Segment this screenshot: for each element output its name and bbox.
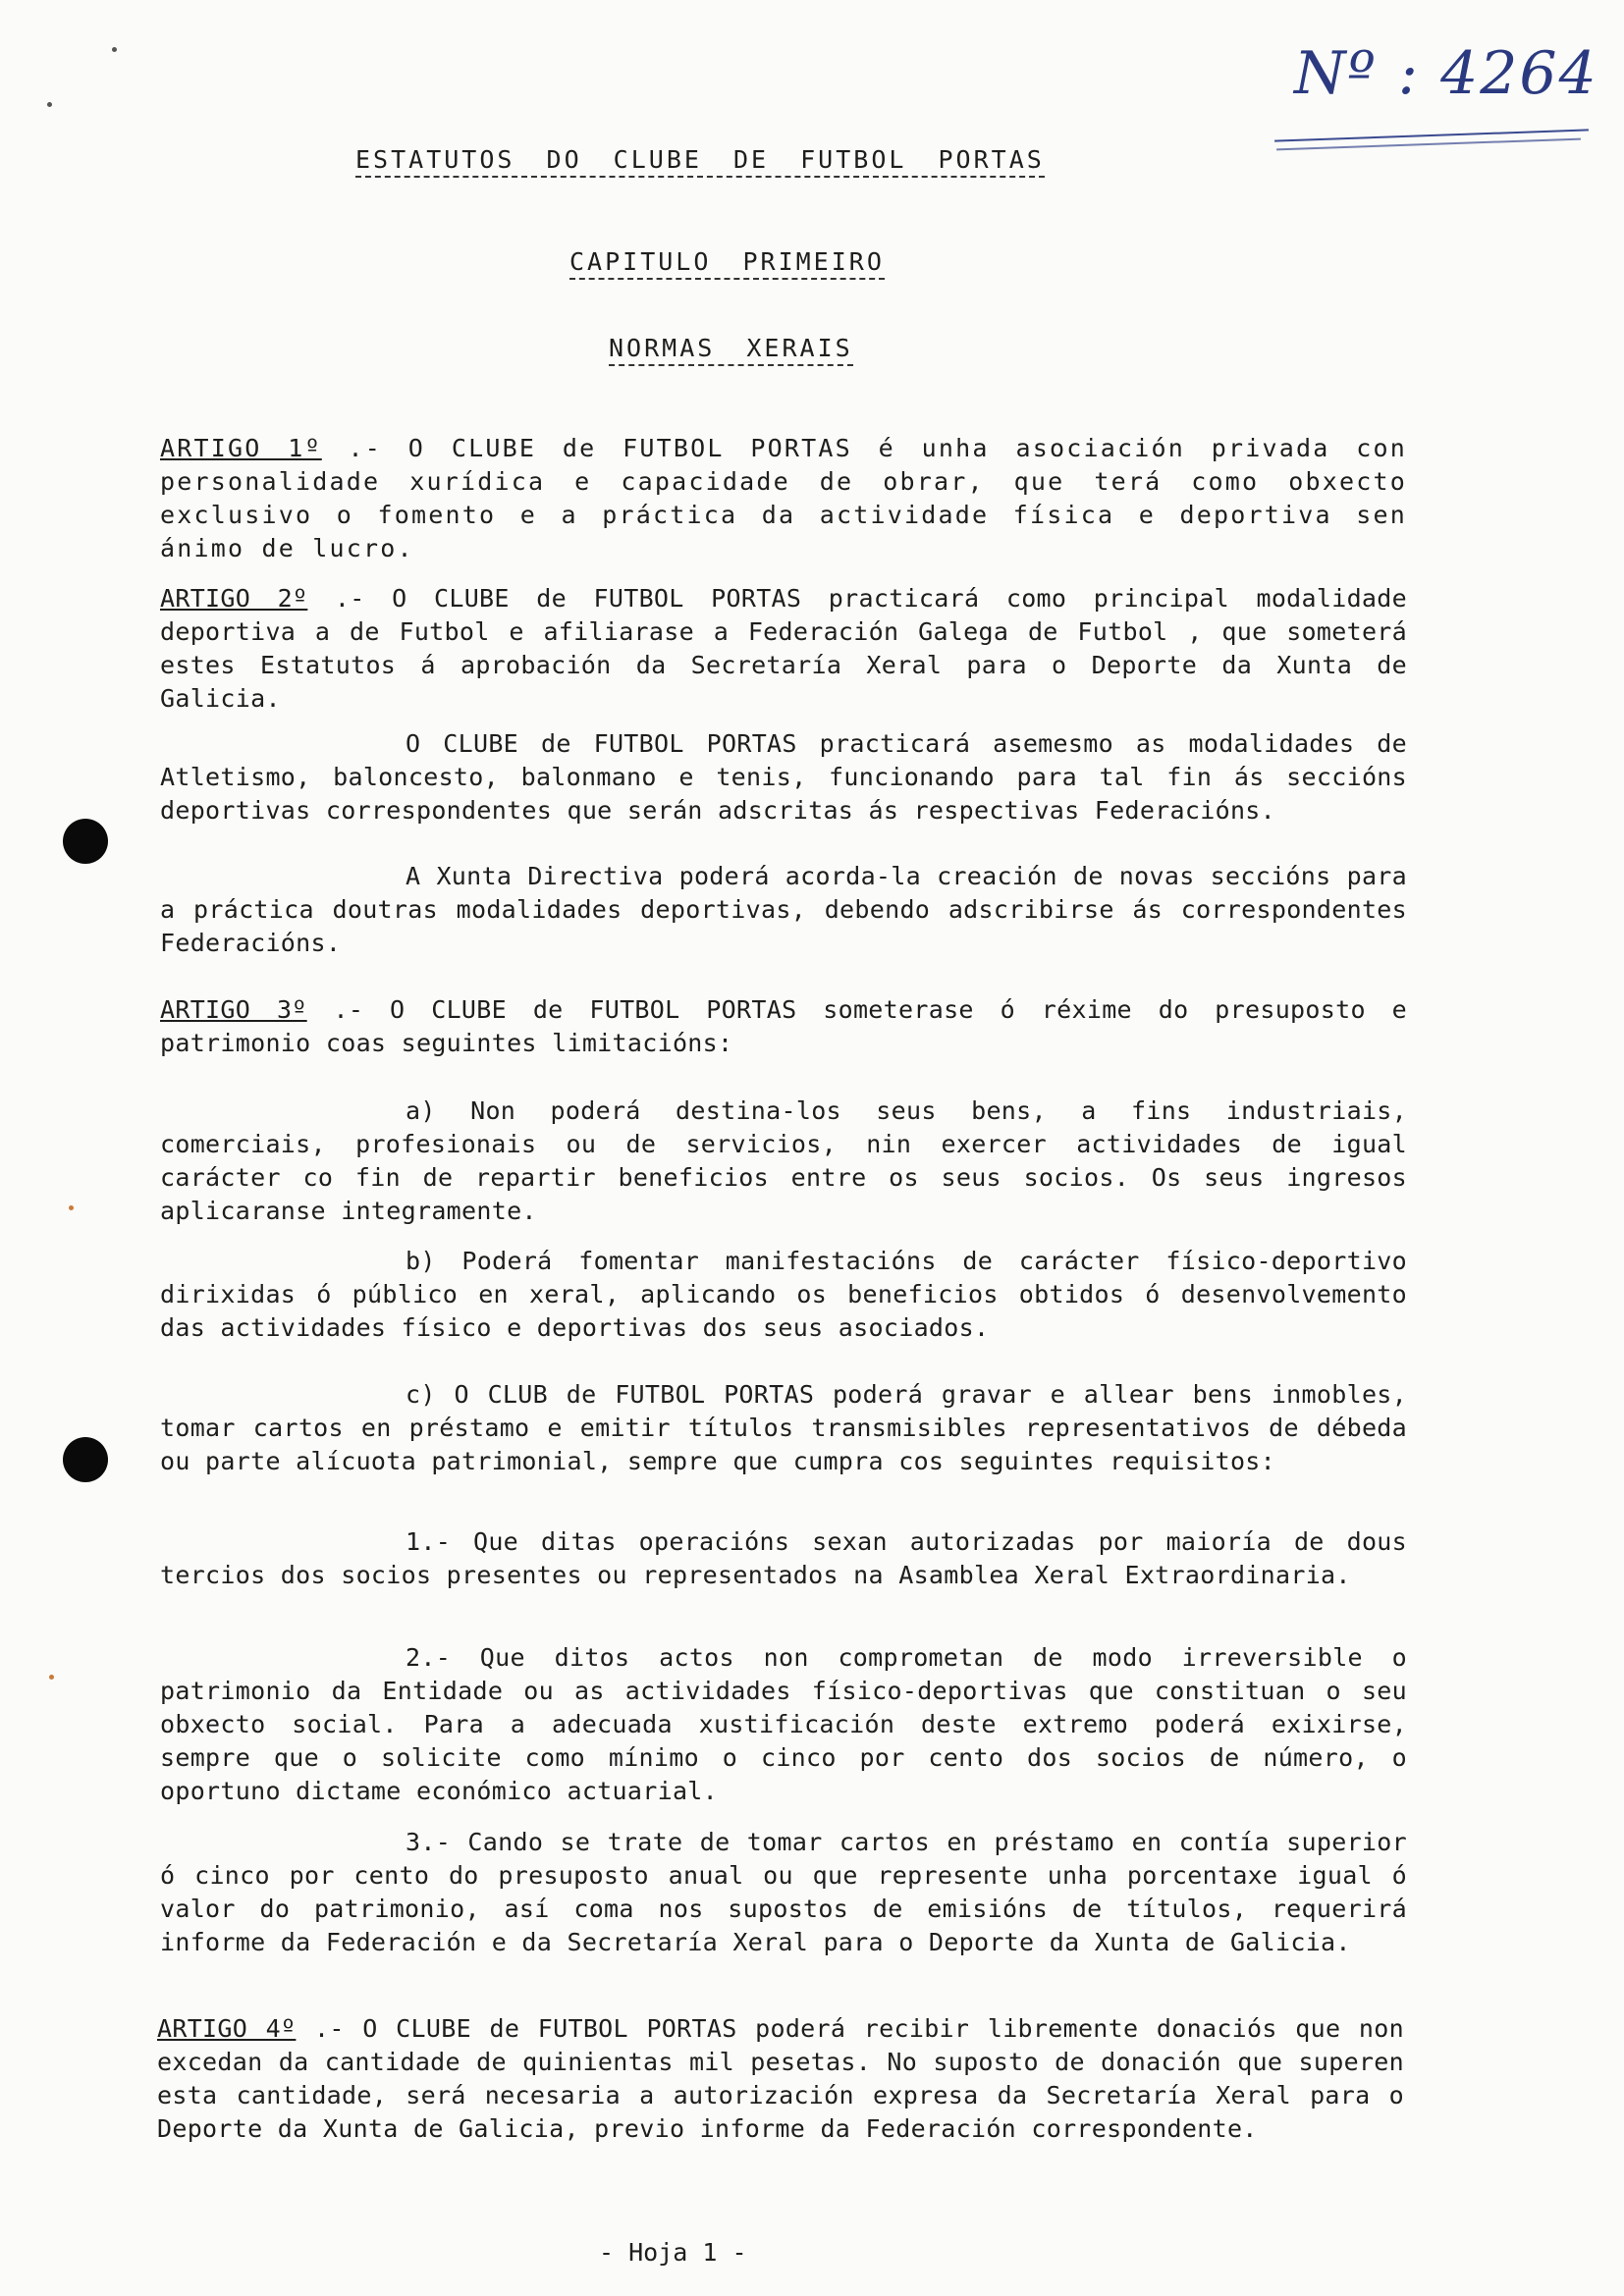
section-title: NORMAS XERAIS xyxy=(609,334,853,366)
paper-speck xyxy=(112,47,117,52)
handwritten-number: Nº : 4264 xyxy=(1294,39,1598,108)
article-1: ARTIGO 1º .- O CLUBE de FUTBOL PORTAS é unha asociación privada con personalidade xurídica e capacidade de obrar, que terá como obxecto exclusivo o fomento e a práctica da actividade física e deportiva sen ánimo de lucro. xyxy=(160,434,1407,562)
paper-speck xyxy=(69,1205,74,1210)
article-2-paragraph: A Xunta Directiva poderá acorda-la creación de novas seccións para a práctica doutras modalidades deportivas, debendo adscribirse ás correspondentes Federacións. xyxy=(160,862,1407,957)
chapter-title: CAPITULO PRIMEIRO xyxy=(569,247,885,280)
article-label: ARTIGO 3º xyxy=(160,995,307,1024)
article-label: ARTIGO 2º xyxy=(160,584,308,613)
article-2: ARTIGO 2º .- O CLUBE de FUTBOL PORTAS practicará como principal modalidade deportiva a de Futbol e afiliarase a Federación Galega de Futbol , que someterá estes Estatutos á aprobación da Secretaría Xeral para o Deporte da Xunta de Galicia. xyxy=(160,584,1407,713)
article-2-paragraph: O CLUBE de FUTBOL PORTAS practicará asemesmo as modalidades de Atletismo, baloncesto, balonmano e tenis, funcionando para tal fin ás seccións deportivas correspondentes que serán adscritas ás respectivas Federacións. xyxy=(160,729,1407,825)
article-label: ARTIGO 4º xyxy=(157,2014,297,2043)
article-label: ARTIGO 1º xyxy=(160,434,322,462)
punch-hole xyxy=(63,819,108,864)
paper-speck xyxy=(49,1675,54,1680)
article-3-item-c: c) O CLUB de FUTBOL PORTAS poderá gravar e allear bens inmobles, tomar cartos en préstamo e emitir títulos transmisibles representativos de débeda ou parte alícuota patrimonial, sempre que cumpra cos seguintes requisitos: xyxy=(160,1380,1407,1475)
requirement-2: 2.- Que ditos actos non comprometan de modo irreversible o patrimonio da Entidade ou as actividades físico-deportivas que constituan o seu obxecto social. Para a adecuada xustificación deste extremo poderá exixirse, sempre que o solicite como mínimo o cinco por cento dos socios de número, o oportuno dictame económico actuarial. xyxy=(160,1643,1407,1805)
article-3: ARTIGO 3º .- O CLUBE de FUTBOL PORTAS someterase ó réxime do presuposto e patrimonio coas seguintes limitacións: xyxy=(160,995,1407,1057)
article-4: ARTIGO 4º .- O CLUBE de FUTBOL PORTAS poderá recibir libremente donaciós que non excedan da cantidade de quinientas mil pesetas. No suposto de donación que superen esta cantidade, será necesaria a autorización expresa da Secretaría Xeral para o Deporte da Xunta de Galicia, previo informe da Federación correspondente. xyxy=(157,2014,1404,2143)
page-footer: - Hoja 1 - xyxy=(599,2238,747,2267)
punch-hole xyxy=(63,1437,108,1482)
document-title: ESTATUTOS DO CLUBE DE FUTBOL PORTAS xyxy=(355,145,1045,178)
paper-speck xyxy=(47,102,52,107)
article-3-item-a: a) Non poderá destina-los seus bens, a fins industriais, comerciais, profesionais ou de servicios, nin exercer actividades de igual carácter co fin de repartir beneficios entre os seus socios. Os seus ingresos aplicaranse integramente. xyxy=(160,1096,1407,1225)
article-3-item-b: b) Poderá fomentar manifestacións de carácter físico-deportivo dirixidas ó público en xeral, aplicando os beneficios obtidos ó desenvolvemento das actividades físico e deportivas dos seus asociados. xyxy=(160,1247,1407,1342)
requirement-3: 3.- Cando se trate de tomar cartos en préstamo en contía superior ó cinco por cento do presuposto anual ou que represente unha porcentaxe igual ó valor do patrimonio, así coma nos supostos de emisións de títulos, requerirá informe da Federación e da Secretaría Xeral para o Deporte da Xunta de Galicia. xyxy=(160,1828,1407,1956)
requirement-1: 1.- Que ditas operacións sexan autorizadas por maioría de dous tercios dos socios presentes ou representados na Asamblea Xeral Extraordinaria. xyxy=(160,1527,1407,1589)
